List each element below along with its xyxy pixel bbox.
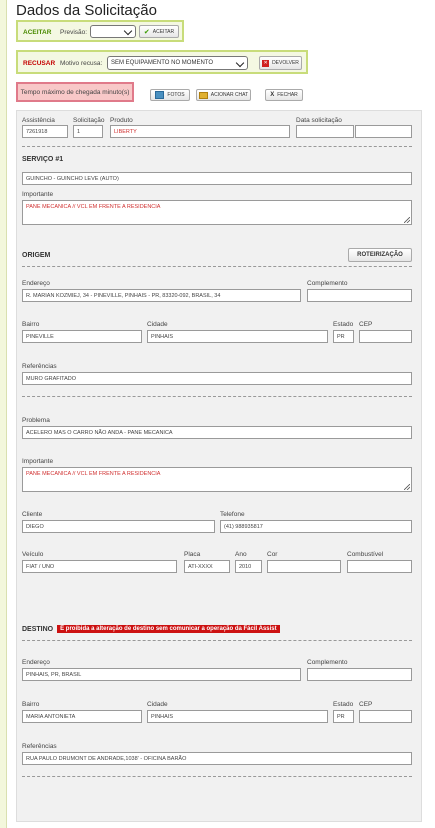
service-field[interactable]: GUINCHO - GUINCHO LEVE (AUTO) — [22, 172, 412, 185]
divider — [22, 776, 412, 777]
close-icon: X — [270, 92, 275, 98]
destination-state-field[interactable]: PR — [333, 710, 354, 723]
origin-cep-label: CEP — [359, 321, 373, 328]
phone-field[interactable]: (41) 988935817 — [220, 520, 412, 533]
assistencia-label: Assistência — [22, 117, 55, 124]
destination-address-label: Endereço — [22, 659, 50, 666]
origin-complement-label: Complemento — [307, 280, 348, 287]
page-title: Dados da Solicitação — [16, 2, 157, 19]
left-sidebar-strip — [0, 0, 7, 828]
fuel-label: Combustível — [347, 551, 384, 558]
origin-neighborhood-label: Bairro — [22, 321, 40, 328]
problem-important-textarea[interactable]: PANE MECANICA // VCL EM FRENTE A RESIDENCIA — [22, 467, 412, 492]
destination-neighborhood-field[interactable]: MARIA ANTONIETA — [22, 710, 142, 723]
fuel-field[interactable] — [347, 560, 412, 573]
year-field[interactable]: 2010 — [235, 560, 262, 573]
phone-label: Telefone — [220, 511, 245, 518]
vehicle-label: Veículo — [22, 551, 44, 558]
divider — [22, 146, 412, 147]
return-button[interactable]: ✕ DEVOLVER — [259, 56, 302, 70]
destination-references-field[interactable]: RUA PAULO DRUMONT DE ANDRADE,1038' - OFICINA BARÃO — [22, 752, 412, 765]
destination-city-label: Cidade — [147, 701, 168, 708]
client-field[interactable]: DIEGO — [22, 520, 215, 533]
photos-button[interactable]: FOTOS — [150, 89, 190, 101]
motivo-select[interactable]: SEM EQUIPAMENTO NO MOMENTO — [107, 56, 248, 70]
origin-complement-field[interactable] — [307, 289, 412, 302]
destination-city-field[interactable]: PINHAIS — [147, 710, 328, 723]
divider — [22, 396, 412, 397]
chat-icon — [199, 92, 208, 99]
accept-panel — [16, 20, 184, 42]
data-solicitacao-field[interactable] — [296, 125, 354, 138]
origin-cep-field[interactable] — [359, 330, 412, 343]
destination-section-title: DESTINO É proibida a alteração de destino sem comunicar a operação da Fácil Assist — [22, 625, 280, 633]
client-label: Cliente — [22, 511, 43, 518]
origin-neighborhood-field[interactable]: PINEVILLE — [22, 330, 142, 343]
max-arrival-time-warning: Tempo máximo de chegada minuto(s) — [16, 82, 134, 102]
produto-field[interactable]: LIBERTY — [110, 125, 290, 138]
divider — [22, 266, 412, 267]
routing-button[interactable]: ROTEIRIZAÇÃO — [348, 248, 412, 262]
open-chat-button[interactable]: ACIONAR CHAT — [196, 89, 251, 101]
motivo-label: Motivo recusa: — [60, 60, 103, 67]
resize-grip-icon[interactable] — [404, 217, 410, 223]
origin-references-label: Referências — [22, 363, 57, 370]
destination-neighborhood-label: Bairro — [22, 701, 40, 708]
photo-icon — [155, 91, 164, 99]
origin-state-field[interactable]: PR — [333, 330, 354, 343]
origin-references-field[interactable]: MURO GRAFITADO — [22, 372, 412, 385]
origin-city-field[interactable]: PINHAIS — [147, 330, 328, 343]
accept-label: ACEITAR — [23, 29, 52, 36]
destination-cep-field[interactable] — [359, 710, 412, 723]
solicitacao-label: Solicitação — [73, 117, 105, 124]
hora-solicitacao-field[interactable] — [355, 125, 412, 138]
vehicle-field[interactable]: FIAT / UNO — [22, 560, 177, 573]
destination-complement-label: Complemento — [307, 659, 348, 666]
destination-cep-label: CEP — [359, 701, 373, 708]
problem-label: Problema — [22, 417, 50, 424]
chevron-down-icon — [236, 59, 244, 67]
accept-button[interactable]: ✔ ACEITAR — [139, 25, 179, 38]
solicitacao-field[interactable]: 1 — [73, 125, 103, 138]
destination-references-label: Referências — [22, 743, 57, 750]
year-label: Ano — [235, 551, 247, 558]
problem-field[interactable]: ACELERO MAS O CARRO NÃO ANDA - PANE MECANICA — [22, 426, 412, 439]
previsao-select[interactable] — [90, 25, 136, 38]
refuse-label: RECUSAR — [23, 60, 56, 67]
destination-complement-field[interactable] — [307, 668, 412, 681]
check-icon: ✔ — [143, 28, 150, 36]
origin-section-title: ORIGEM — [22, 252, 51, 259]
plate-field[interactable]: ATI-XXXX — [184, 560, 230, 573]
previsao-label: Previsão: — [60, 29, 88, 36]
color-field[interactable] — [267, 560, 341, 573]
close-button[interactable]: X FECHAR — [265, 89, 303, 101]
origin-state-label: Estado — [333, 321, 354, 328]
origin-city-label: Cidade — [147, 321, 168, 328]
destination-warning-banner: É proibida a alteração de destino sem comunicar a operação da Fácil Assist — [57, 625, 280, 633]
origin-address-field[interactable]: R. MARIAN KOZMIEJ, 34 - PINEVILLE, PINHAIS - PR, 83320-092, BRASIL, 34 — [22, 289, 301, 302]
data-solicitacao-label: Data solicitação — [296, 117, 342, 124]
assistencia-field[interactable]: 7261918 — [22, 125, 68, 138]
service-important-textarea[interactable]: PANE MECANICA // VCL EM FRENTE A RESIDENCIA — [22, 200, 412, 225]
color-label: Cor — [267, 551, 278, 558]
divider — [22, 640, 412, 641]
problem-important-label: Importante — [22, 458, 54, 465]
service-section-title: SERVIÇO #1 — [22, 156, 64, 163]
destination-address-field[interactable]: PINHAIS, PR, BRASIL — [22, 668, 301, 681]
plate-label: Placa — [184, 551, 201, 558]
destination-state-label: Estado — [333, 701, 354, 708]
produto-label: Produto — [110, 117, 133, 124]
resize-grip-icon[interactable] — [404, 484, 410, 490]
x-icon: ✕ — [263, 60, 268, 66]
origin-address-label: Endereço — [22, 280, 50, 287]
service-important-label: Importante — [22, 191, 54, 198]
chevron-down-icon — [124, 27, 132, 35]
refuse-panel — [16, 50, 308, 74]
